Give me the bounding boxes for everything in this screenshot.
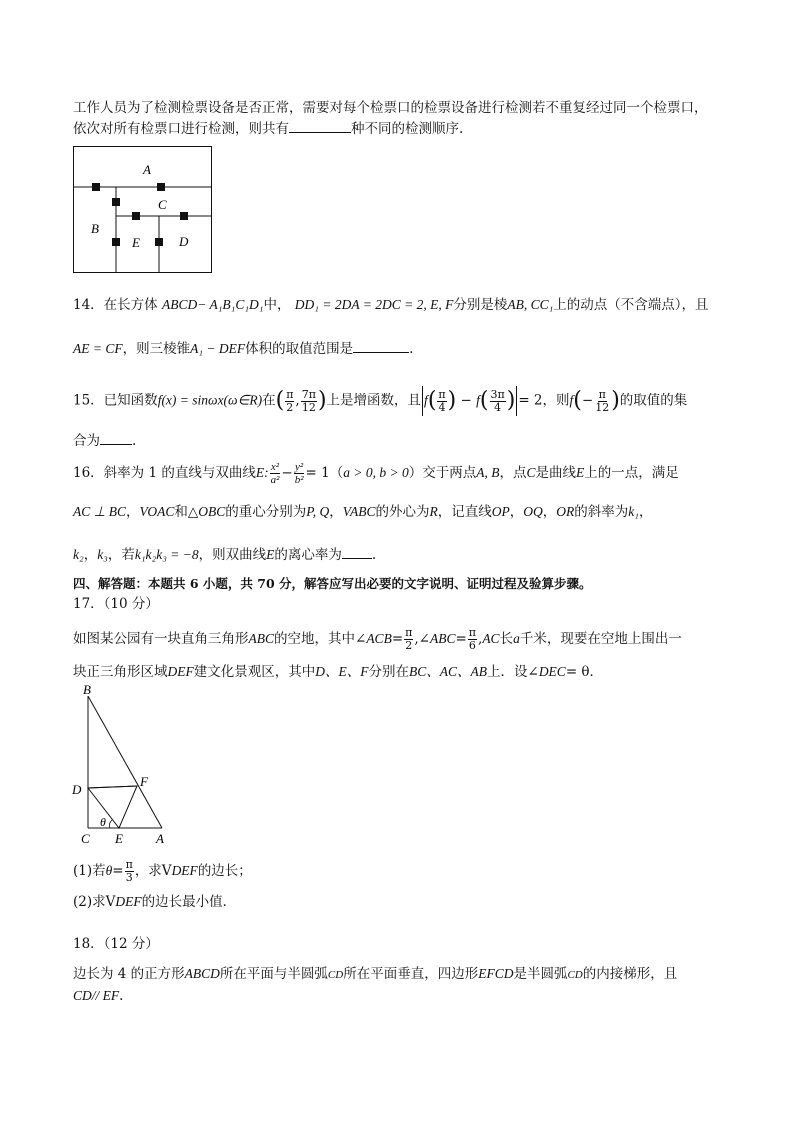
label-A: A	[156, 831, 164, 846]
label-B: B	[91, 221, 99, 236]
label-E: E	[132, 235, 140, 250]
label-D: D	[72, 782, 82, 797]
answer-blank	[342, 544, 372, 559]
gate-marker	[92, 183, 100, 191]
p17-line2: 块正三角形区域DEF建文化景观区，其中D、E、F分别在BC、AC、AB上．设∠DEC= θ．	[73, 664, 604, 680]
p17-heading: 17．（10 分）	[73, 596, 159, 612]
label-B: B	[83, 682, 91, 697]
p16-line2: AC ⊥ BC，VOAC和△OBC的重心分别为P, Q，VABC的外心为R，记直线OP，OQ，OR的斜率为k₁，	[73, 504, 653, 520]
p14-line2: AE = CF，则三棱锥A₁ − DEF体积的取值范围是 .	[73, 338, 413, 359]
p17-q1: (1)若θ= $\frac{\pi}{3}$ ，求VDEF的边长；	[73, 858, 252, 884]
answer-blank	[289, 118, 351, 133]
p14-line1: 14．在长方体 ABCD− A₁B₁C₁D₁中， DD₁ = 2DA = 2DC = 2, E, F分别是棱AB, CC₁上的动点（不含端点），且	[73, 297, 709, 313]
p18-heading: 18．（12 分）	[73, 936, 159, 952]
gate-marker	[132, 212, 140, 220]
p15-line2: 合为 .	[73, 430, 136, 451]
gate-marker	[112, 198, 120, 206]
gate-marker	[155, 238, 163, 246]
label-C: C	[81, 831, 90, 846]
gate-marker	[112, 238, 120, 246]
gate-marker	[180, 212, 188, 220]
label-A: A	[143, 162, 151, 177]
p17-q2: (2)求VDEF的边长最小值．	[73, 894, 237, 910]
p15-line1: 15．已知函数f(x) = sinωx(ω∈R)在( $\frac{\pi}{2}$ , $\frac{7\pi}{12}$ )上是增函数，且 f( $\frac{\pi}{4}$ ) − f( $\frac{3\pi}{4}$ ) = 2，则f(− $\frac{\pi}{12}$ )的取值的集	[73, 386, 687, 416]
p16-line3: k₂，k₃，若k₁k₂k₃ = −8，则双曲线E的离心率为 .	[73, 544, 376, 565]
label-D: D	[179, 234, 189, 249]
p17-triangle-figure	[68, 682, 178, 848]
answer-blank	[100, 430, 132, 445]
p13-line2: 依次对所有检票口进行检测，则共有 种不同的检测顺序.	[73, 118, 463, 139]
p16-line1: 16．斜率为 1 的直线与双曲线E: $\frac{\text{x²}}{\text{a²}}$ − $\frac{\text{y²}}{\text{b²}}$ = 1（a > 0, b > 0）交于两点A, B，点C是曲线E上的一点，满足	[73, 461, 679, 486]
p18-line1: 边长为 4 的正方形ABCD所在平面与半圆弧CD所在平面垂直，四边形EFCD是半圆弧CD的内接梯形，且	[73, 966, 678, 982]
p18-line2: CD// EF.	[73, 988, 124, 1004]
answer-blank	[353, 338, 409, 353]
p13-gate-figure	[73, 146, 213, 274]
label-E: E	[115, 831, 123, 846]
label-F: F	[140, 774, 148, 789]
label-theta: θ	[100, 815, 106, 829]
p17-line1: 如图某公园有一块直角三角形ABC的空地，其中∠ACB= $\frac{\pi}{2}$ ,∠ABC= $\frac{\pi}{6}$ ,AC长a千米，现要在空地上围出一	[73, 626, 682, 652]
section-heading: 四、解答题：本题共 6 小题，共 70 分，解答应写出必要的文字说明、证明过程及验算步骤。	[73, 576, 592, 591]
arc-CD: CD	[327, 969, 344, 981]
p13-line1: 工作人员为了检测检票设备是否正常，需要对每个检票口的检票设备进行检测若不重复经过同一个检票口，	[73, 100, 708, 116]
label-C: C	[158, 197, 167, 212]
gate-marker	[157, 183, 165, 191]
